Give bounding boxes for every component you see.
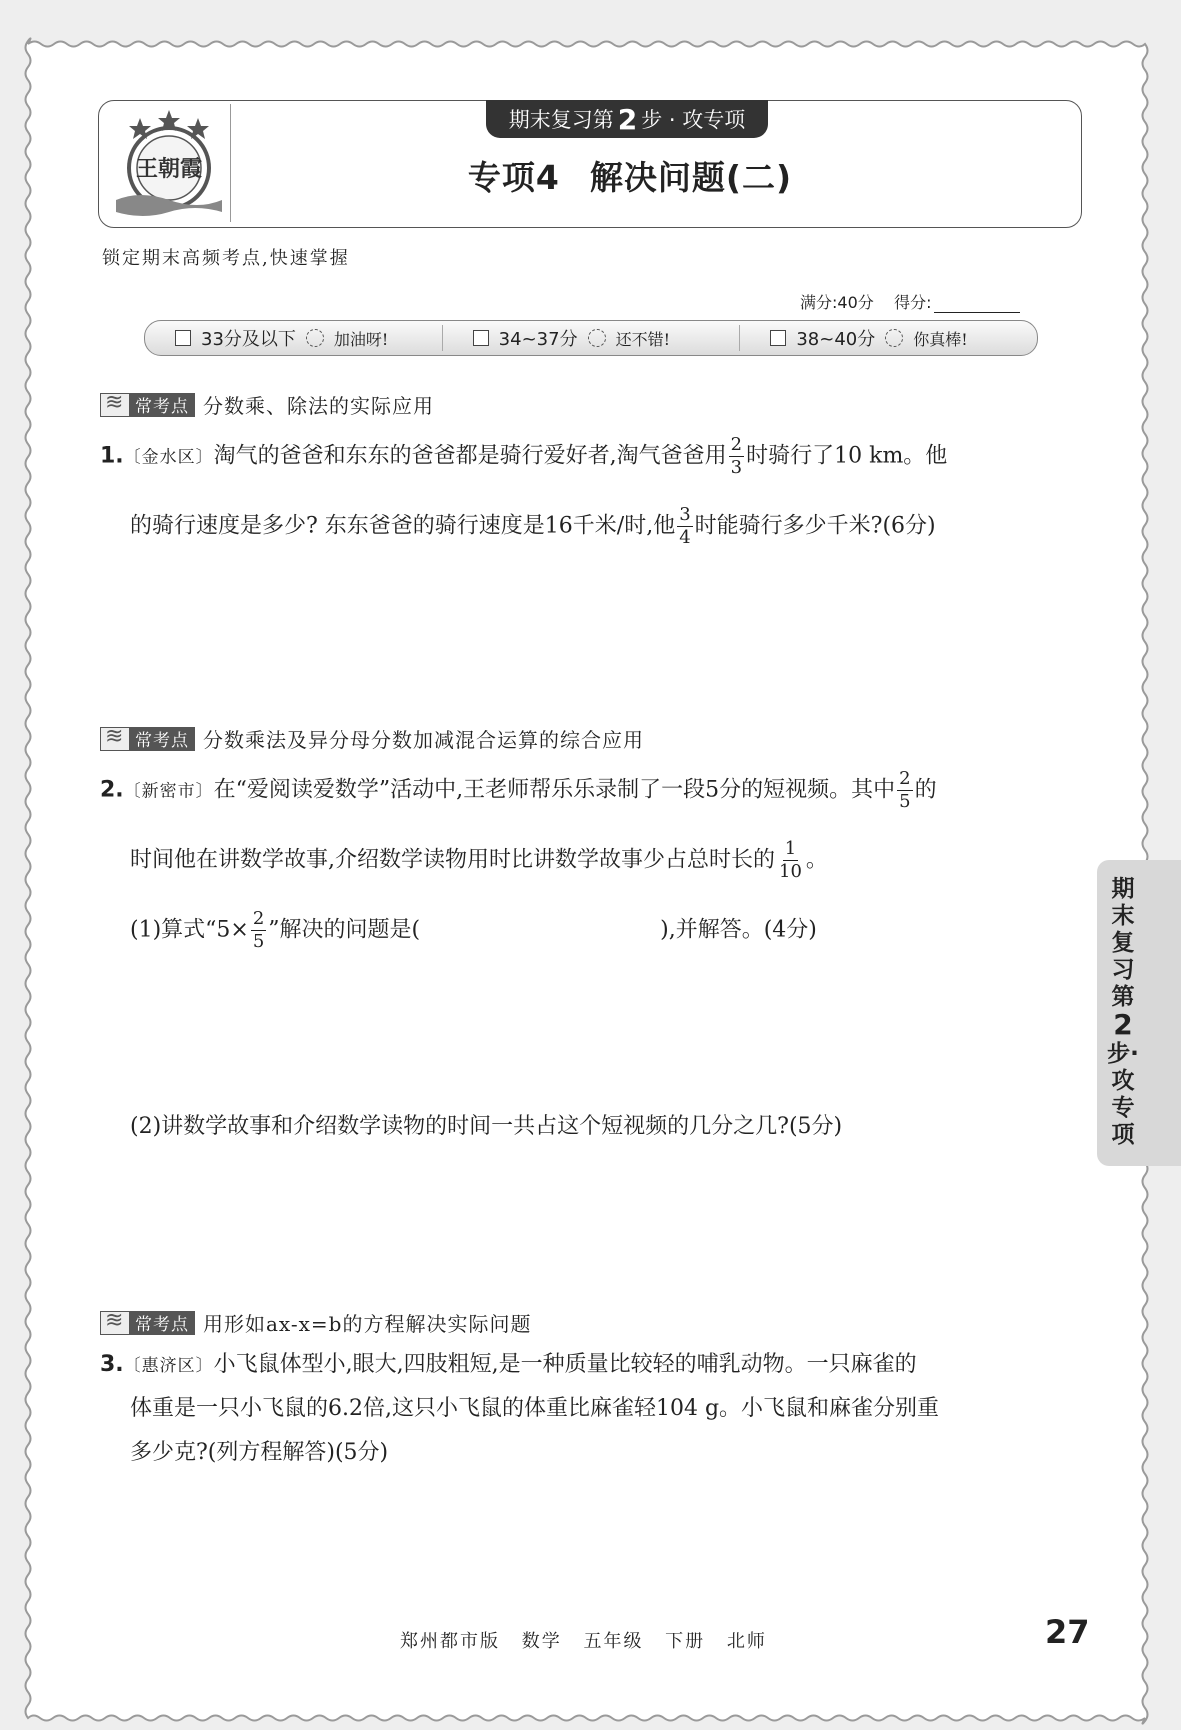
question-number: 2.	[100, 777, 124, 803]
step-tab	[486, 100, 768, 138]
face-icon	[306, 329, 324, 347]
question-source: 〔金水区〕	[123, 447, 214, 468]
score-blank[interactable]	[934, 312, 1020, 313]
question-2-line-2: 时间他在讲数学故事,介绍数学读物用时比讲数学故事少占总时长的 $\frac{1}{10}$ 。	[130, 838, 828, 882]
score-range-high	[739, 325, 1037, 351]
tagline: 锁定期末高频考点,快速掌握	[102, 248, 350, 269]
fraction: $\frac{1}{10}$	[779, 838, 802, 882]
cheer-text: 你真棒!	[913, 329, 968, 349]
question-2-sub-2: (2)讲数学故事和介绍数学读物的时间一共占这个短视频的几分之几?(5分)	[130, 1114, 843, 1139]
key-point-topic: 用形如ax-x=b的方程解决实际问题	[203, 1312, 532, 1336]
score-range-bar	[144, 320, 1038, 356]
question-3-line-1: 3.〔惠济区〕小飞鼠体型小,眼大,四肢粗短,是一种质量比较轻的哺乳动物。一只麻雀的	[100, 1352, 917, 1377]
key-point-badge: ≋ 常考点	[100, 727, 195, 751]
range-label: 33分及以下	[201, 329, 296, 350]
side-tab-label: 期末复习第2步·攻专项	[1107, 876, 1139, 1148]
fraction: $\frac{2}{3}$	[730, 434, 743, 478]
checkbox[interactable]	[770, 330, 786, 346]
fraction: $\frac{3}{4}$	[679, 504, 691, 548]
key-point-badge: ≋ 常考点	[100, 393, 195, 417]
question-1-line-2: 的骑行速度是多少? 东东爸爸的骑行速度是16千米/时,他 $\frac{3}{4}$ 时能骑行多少千米?(6分)	[130, 504, 936, 548]
page-title	[420, 152, 840, 199]
logo-seal	[110, 104, 228, 222]
footer-edition: 郑州都市版 数学 五年级 下册 北师	[400, 1631, 767, 1652]
page-number: 27	[1045, 1613, 1090, 1651]
logo-divider	[230, 104, 231, 222]
key-point-2	[100, 724, 644, 753]
question-2-line-1: 2.〔新密市〕在“爱阅读爱数学”活动中,王老师帮乐乐录制了一段5分的短视频。其中 $\frac{2}{5}$ 的	[100, 768, 937, 812]
face-icon	[588, 329, 606, 347]
question-number: 1.	[100, 443, 124, 469]
face-icon	[885, 329, 903, 347]
step-label-pre: 期末复习第	[508, 108, 614, 132]
question-number: 3.	[100, 1352, 124, 1377]
score-range-low	[145, 325, 442, 351]
waves-icon	[100, 1311, 130, 1335]
fraction: $\frac{2}{5}$	[899, 768, 911, 812]
key-point-topic: 分数乘法及异分母分数加减混合运算的综合应用	[203, 728, 644, 752]
key-point-badge: ≋ 常考点	[100, 1311, 195, 1335]
key-point-1	[100, 390, 434, 419]
step-label-post: 步 · 攻专项	[641, 108, 746, 132]
step-number: 2	[617, 102, 638, 136]
cheer-text: 加油呀!	[333, 329, 389, 349]
title-special-number: 专项4	[467, 158, 560, 197]
range-label: 38~40分	[796, 329, 876, 350]
score-range-mid	[442, 325, 740, 351]
cheer-text: 还不错!	[615, 329, 670, 349]
question-source: 〔新密市〕	[123, 781, 214, 802]
title-topic: 解决问题(二)	[589, 158, 793, 197]
fraction: $\frac{2}{5}$	[252, 908, 265, 952]
checkbox[interactable]	[473, 330, 489, 346]
waves-icon	[100, 393, 130, 417]
question-3-line-3: 多少克?(列方程解答)(5分)	[130, 1440, 389, 1465]
checkbox[interactable]	[175, 330, 191, 346]
question-1-line-1: 1.〔金水区〕淘气的爸爸和东东的爸爸都是骑行爱好者,淘气爸爸用 $\frac{2}{3}$ 时骑行了10 km。他	[100, 434, 948, 478]
range-label: 34~37分	[498, 329, 578, 350]
question-source: 〔惠济区〕	[123, 1356, 214, 1376]
question-2-sub-1: (1)算式“5× $\frac{2}{5}$ ”解决的问题是( ),并解答。(4分)	[130, 908, 817, 952]
svg-text:王朝霞: 王朝霞	[135, 156, 203, 182]
key-point-3	[100, 1308, 531, 1337]
score-get-label: 得分:	[894, 293, 932, 312]
full-score-label: 满分:40分	[800, 293, 874, 312]
waves-icon	[100, 727, 130, 751]
key-point-topic: 分数乘、除法的实际应用	[203, 394, 434, 418]
score-line	[800, 290, 1020, 313]
question-3-line-2: 体重是一只小飞鼠的6.2倍,这只小飞鼠的体重比麻雀轻104 g。小飞鼠和麻雀分别重	[130, 1396, 940, 1421]
